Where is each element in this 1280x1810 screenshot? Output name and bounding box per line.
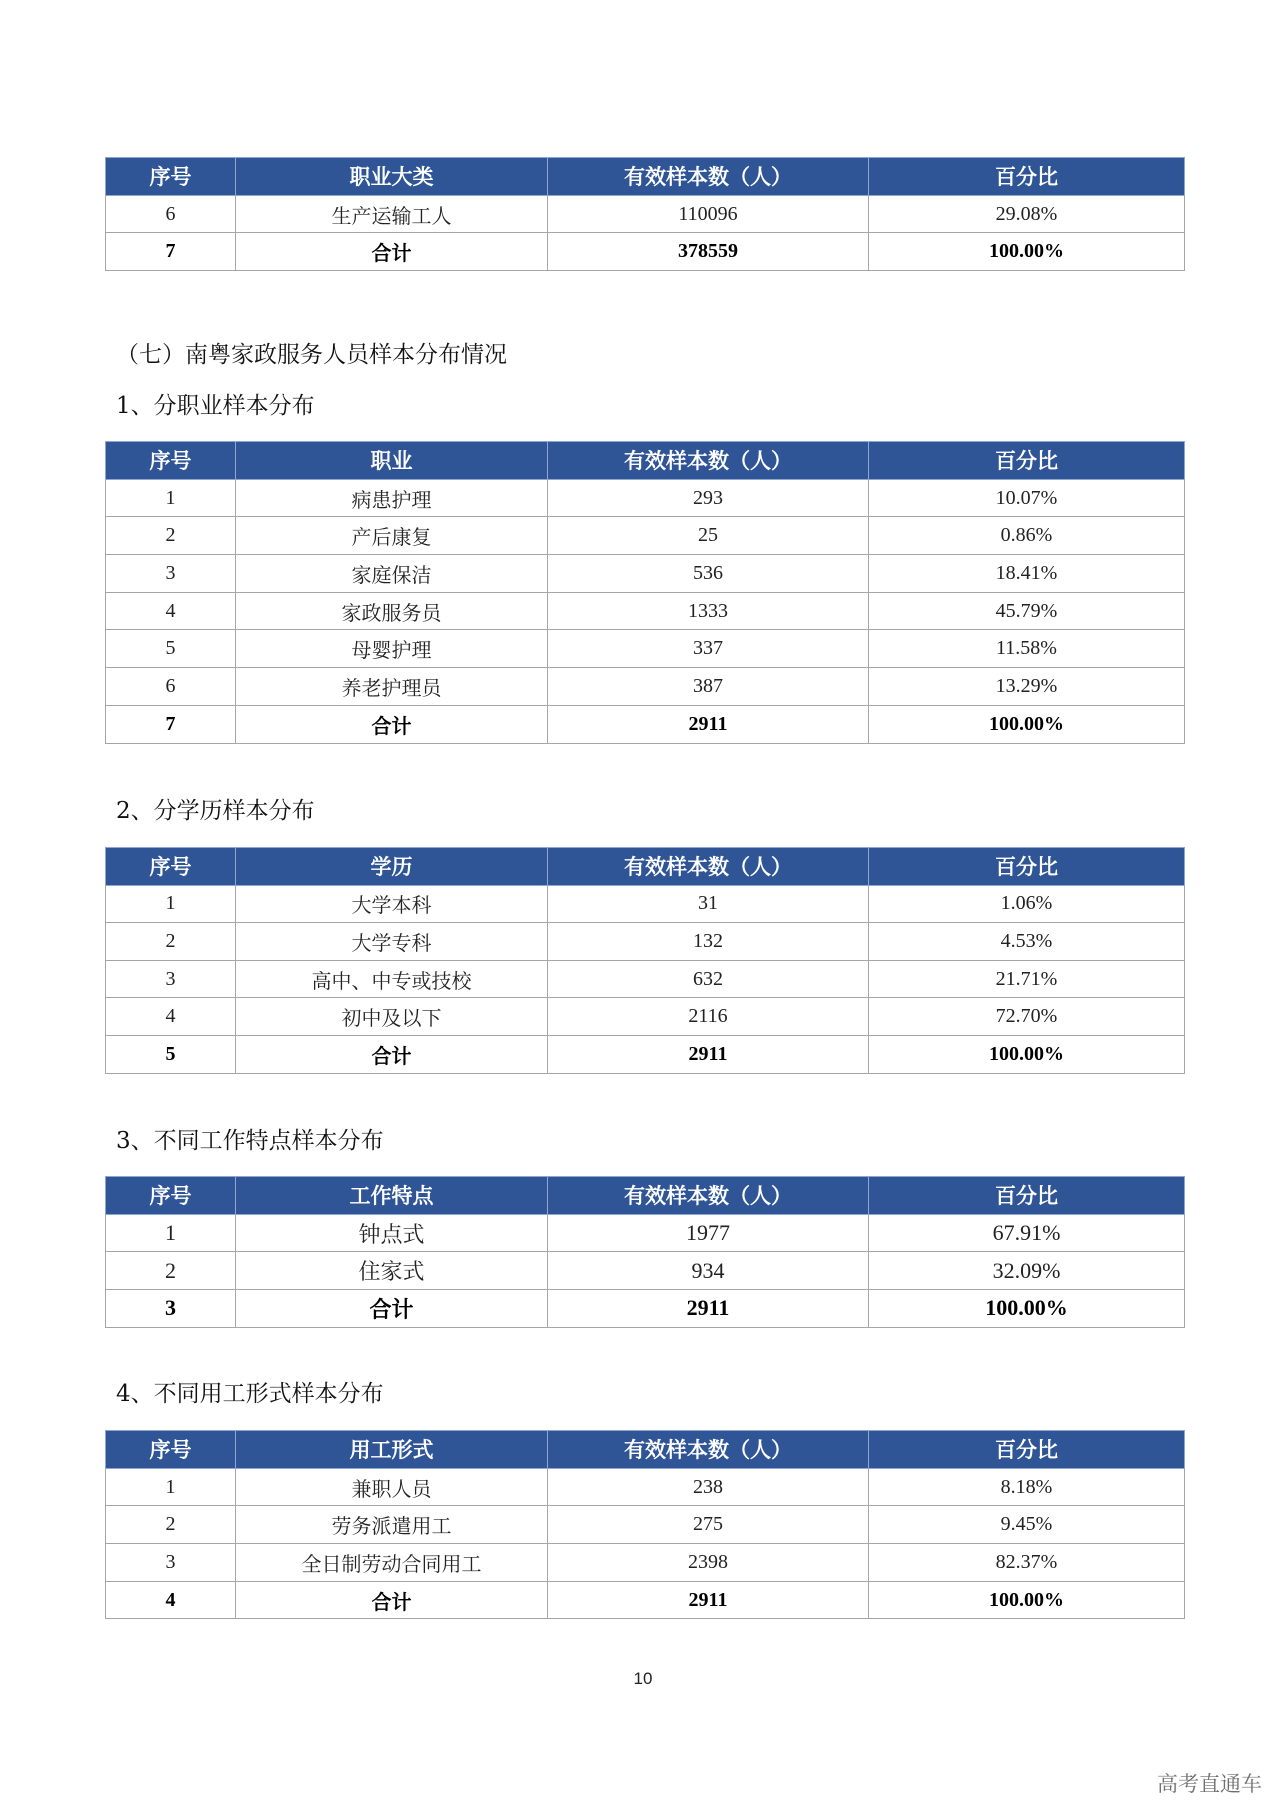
total-row [106, 1581, 1185, 1619]
index-column-header: 序号 [106, 442, 236, 480]
index-cell: 6 [106, 668, 236, 706]
count-cell: 536 [548, 555, 869, 593]
percent-cell: 82.37% [869, 1544, 1185, 1582]
count-cell: 293 [548, 479, 869, 517]
category-cell: 母婴护理 [236, 630, 548, 668]
total-row [106, 1035, 1185, 1073]
percent-cell: 11.58% [869, 630, 1185, 668]
index-cell: 4 [106, 592, 236, 630]
table-row [106, 195, 1185, 233]
count-cell: 632 [548, 960, 869, 998]
percent-cell: 4.53% [869, 923, 1185, 961]
count-cell: 2116 [548, 998, 869, 1036]
table-row [106, 998, 1185, 1036]
header-row [106, 848, 1185, 886]
category-cell: 家庭保洁 [236, 555, 548, 593]
count-cell: 25 [548, 517, 869, 555]
table-row [106, 592, 1185, 630]
category-column-header: 工作特点 [236, 1177, 548, 1215]
category-cell: 产后康复 [236, 517, 548, 555]
count-column-header: 有效样本数（人） [548, 1431, 869, 1469]
category-cell: 家政服务员 [236, 592, 548, 630]
total-row [106, 233, 1185, 271]
category-cell: 劳务派遣用工 [236, 1506, 548, 1544]
count-cell: 132 [548, 923, 869, 961]
employment-form-sample-table [105, 1430, 1185, 1619]
category-column-header: 职业大类 [236, 158, 548, 196]
count-cell: 337 [548, 630, 869, 668]
index-cell: 1 [106, 885, 236, 923]
occupation-category-table [105, 157, 1185, 271]
percent-column-header: 百分比 [869, 848, 1185, 886]
header-row [106, 442, 1185, 480]
index-column-header: 序号 [106, 158, 236, 196]
percent-column-header: 百分比 [869, 1177, 1185, 1215]
percent-column-header: 百分比 [869, 1431, 1185, 1469]
category-column-header: 职业 [236, 442, 548, 480]
index-cell: 6 [106, 195, 236, 233]
table-row [106, 1506, 1185, 1544]
count-cell: 110096 [548, 195, 869, 233]
index-cell: 4 [106, 998, 236, 1036]
total-count-cell: 2911 [548, 705, 869, 743]
work-type-sample-table [105, 1176, 1185, 1328]
total-category-cell: 合计 [236, 1581, 548, 1619]
percent-cell: 32.09% [869, 1252, 1185, 1290]
index-column-header: 序号 [106, 848, 236, 886]
category-cell: 养老护理员 [236, 668, 548, 706]
table-row [106, 668, 1185, 706]
percent-cell: 8.18% [869, 1468, 1185, 1506]
header-row [106, 1431, 1185, 1469]
total-index-cell: 3 [106, 1290, 236, 1328]
total-count-cell: 2911 [548, 1035, 869, 1073]
count-cell: 1333 [548, 592, 869, 630]
percent-cell: 21.71% [869, 960, 1185, 998]
table-row [106, 923, 1185, 961]
table-row [106, 517, 1185, 555]
percent-cell: 67.91% [869, 1214, 1185, 1252]
total-count-cell: 2911 [548, 1581, 869, 1619]
section-title: （七）南粤家政服务人员样本分布情况 [116, 342, 507, 368]
index-cell: 2 [106, 1252, 236, 1290]
count-column-header: 有效样本数（人） [548, 158, 869, 196]
percent-column-header: 百分比 [869, 158, 1185, 196]
category-cell: 生产运输工人 [236, 195, 548, 233]
count-cell: 238 [548, 1468, 869, 1506]
count-cell: 31 [548, 885, 869, 923]
count-cell: 2398 [548, 1544, 869, 1582]
table-row [106, 479, 1185, 517]
table-row [106, 1544, 1185, 1582]
total-category-cell: 合计 [236, 1290, 548, 1328]
subsection-title-occupation: 1、分职业样本分布 [116, 393, 315, 419]
table-row [106, 885, 1185, 923]
table-row [106, 1252, 1185, 1290]
count-column-header: 有效样本数（人） [548, 442, 869, 480]
category-cell: 初中及以下 [236, 998, 548, 1036]
count-cell: 934 [548, 1252, 869, 1290]
count-cell: 275 [548, 1506, 869, 1544]
page-number: 10 [633, 1669, 653, 1688]
total-row [106, 1290, 1185, 1328]
index-cell: 3 [106, 1544, 236, 1582]
total-category-cell: 合计 [236, 1035, 548, 1073]
percent-column-header: 百分比 [869, 442, 1185, 480]
index-column-header: 序号 [106, 1431, 236, 1469]
count-column-header: 有效样本数（人） [548, 848, 869, 886]
total-index-cell: 5 [106, 1035, 236, 1073]
percent-cell: 29.08% [869, 195, 1185, 233]
subsection-title-education: 2、分学历样本分布 [116, 798, 315, 824]
total-percent-cell: 100.00% [869, 233, 1185, 271]
category-cell: 大学本科 [236, 885, 548, 923]
index-cell: 1 [106, 1468, 236, 1506]
index-cell: 1 [106, 1214, 236, 1252]
subsection-title-employment-form: 4、不同用工形式样本分布 [116, 1381, 384, 1407]
category-cell: 兼职人员 [236, 1468, 548, 1506]
total-category-cell: 合计 [236, 233, 548, 271]
category-cell: 高中、中专或技校 [236, 960, 548, 998]
header-row [106, 158, 1185, 196]
total-count-cell: 378559 [548, 233, 869, 271]
count-cell: 387 [548, 668, 869, 706]
index-cell: 3 [106, 960, 236, 998]
category-cell: 钟点式 [236, 1214, 548, 1252]
table-row [106, 555, 1185, 593]
table-row [106, 1468, 1185, 1506]
watermark-text: 高考直通车 [1157, 1772, 1262, 1796]
subsection-title-work-type: 3、不同工作特点样本分布 [116, 1128, 384, 1154]
total-count-cell: 2911 [548, 1290, 869, 1328]
total-index-cell: 4 [106, 1581, 236, 1619]
index-cell: 1 [106, 479, 236, 517]
index-cell: 5 [106, 630, 236, 668]
total-index-cell: 7 [106, 705, 236, 743]
header-row [106, 1177, 1185, 1215]
occupation-sample-table [105, 441, 1185, 744]
category-cell: 病患护理 [236, 479, 548, 517]
percent-cell: 72.70% [869, 998, 1185, 1036]
table-row [106, 1214, 1185, 1252]
percent-cell: 13.29% [869, 668, 1185, 706]
table-row [106, 630, 1185, 668]
category-column-header: 用工形式 [236, 1431, 548, 1469]
total-index-cell: 7 [106, 233, 236, 271]
percent-cell: 18.41% [869, 555, 1185, 593]
index-cell: 2 [106, 1506, 236, 1544]
total-category-cell: 合计 [236, 705, 548, 743]
education-sample-table [105, 847, 1185, 1074]
total-percent-cell: 100.00% [869, 1035, 1185, 1073]
count-column-header: 有效样本数（人） [548, 1177, 869, 1215]
percent-cell: 1.06% [869, 885, 1185, 923]
total-percent-cell: 100.00% [869, 1581, 1185, 1619]
total-percent-cell: 100.00% [869, 1290, 1185, 1328]
category-cell: 大学专科 [236, 923, 548, 961]
total-row [106, 705, 1185, 743]
index-cell: 2 [106, 517, 236, 555]
index-cell: 2 [106, 923, 236, 961]
percent-cell: 45.79% [869, 592, 1185, 630]
count-cell: 1977 [548, 1214, 869, 1252]
percent-cell: 9.45% [869, 1506, 1185, 1544]
percent-cell: 0.86% [869, 517, 1185, 555]
index-cell: 3 [106, 555, 236, 593]
category-cell: 住家式 [236, 1252, 548, 1290]
index-column-header: 序号 [106, 1177, 236, 1215]
table-row [106, 960, 1185, 998]
category-cell: 全日制劳动合同用工 [236, 1544, 548, 1582]
percent-cell: 10.07% [869, 479, 1185, 517]
category-column-header: 学历 [236, 848, 548, 886]
total-percent-cell: 100.00% [869, 705, 1185, 743]
